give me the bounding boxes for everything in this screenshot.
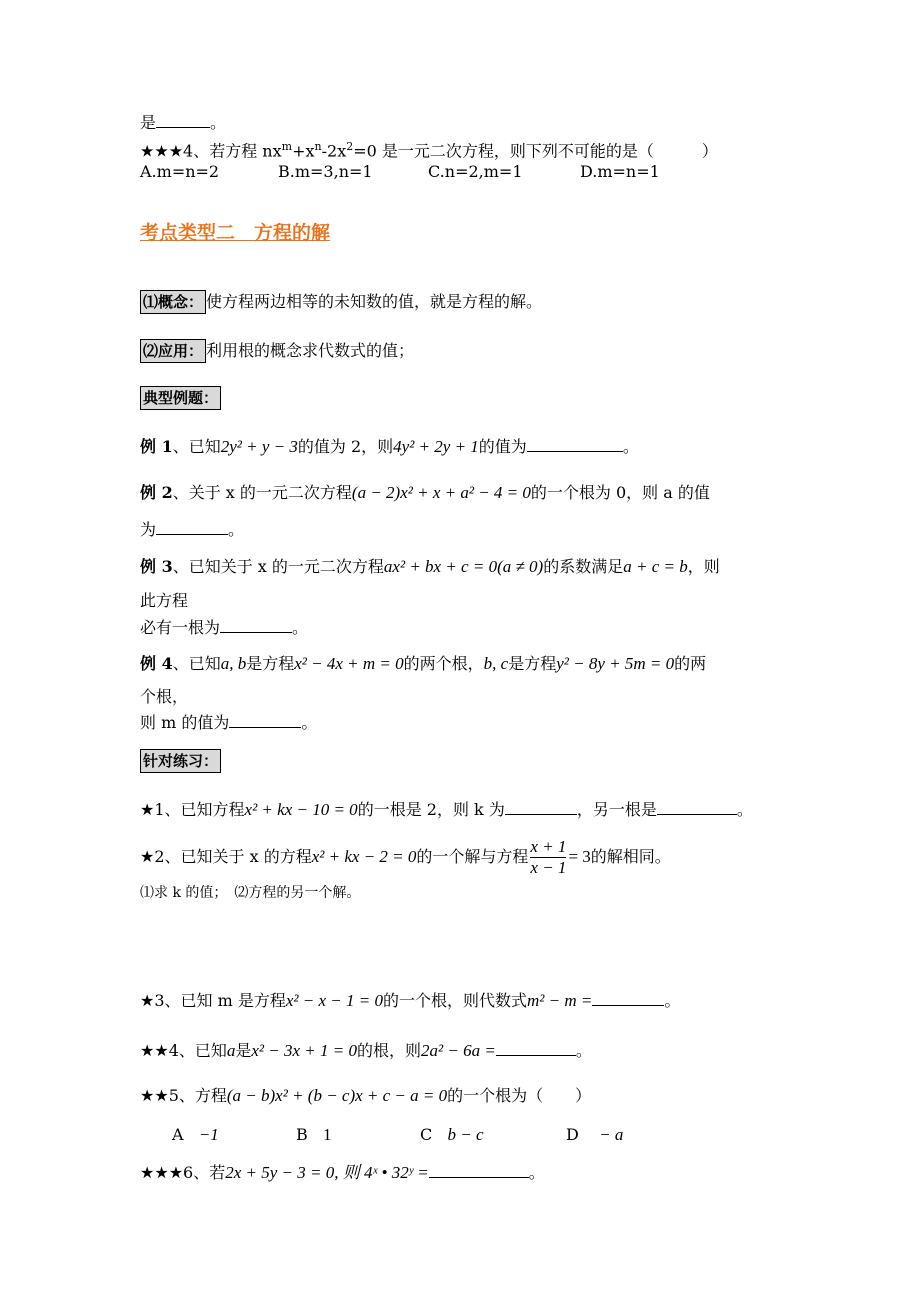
practice-text: 是 — [235, 1041, 252, 1060]
example-2-cont — [140, 519, 244, 541]
practice-6 — [140, 1162, 545, 1184]
example-text: 个根， — [140, 687, 189, 706]
example-2 — [140, 482, 710, 504]
example-label: 例 1 — [140, 437, 173, 456]
example-4-cont — [140, 686, 188, 708]
option-value: − a — [599, 1125, 624, 1144]
math-expression: 4y² + 2y + 1 — [393, 437, 479, 456]
math-expression: 2a² − 6a = — [421, 1041, 496, 1060]
answer-blank — [429, 1163, 529, 1178]
practice-text: 2、已知关于 x 的方程 — [154, 847, 312, 866]
practice-text: 5、方程 — [168, 1086, 227, 1105]
concept-line — [140, 290, 542, 314]
answer-blank — [657, 800, 737, 815]
example-text: 。 — [301, 713, 318, 732]
option-value: b − c — [447, 1125, 484, 1144]
math-expression: 2y² + y − 3 — [220, 437, 298, 456]
question-4-options — [140, 161, 660, 183]
example-text: 必有一根为 — [140, 618, 221, 637]
example-text: 。 — [622, 437, 639, 456]
examples-label: 典型例题： — [140, 386, 221, 410]
example-1 — [140, 436, 639, 458]
math-expression: (a − 2)x² + x + a² − 4 = 0 — [351, 483, 531, 502]
answer-blank — [496, 1041, 576, 1056]
practice-text: 的一个根，则代数式 — [382, 991, 527, 1010]
practice-text: 6、若 — [183, 1163, 226, 1182]
math-expression: = 3 — [568, 847, 591, 866]
line-text: 是 — [140, 113, 157, 132]
practice-5 — [140, 1085, 591, 1107]
examples-header — [140, 386, 221, 410]
example-text: 的值为 2，则 — [297, 437, 394, 456]
math-expression: ax² + bx + c = 0(a ≠ 0) — [383, 557, 544, 576]
math-expression: y² − 8y + 5m = 0 — [556, 654, 675, 673]
practice-text: 的根，则 — [357, 1041, 422, 1060]
practice-label: 针对练习： — [140, 749, 221, 773]
math-expression: x² − 3x + 1 = 0 — [251, 1041, 357, 1060]
difficulty-stars: ★ — [140, 847, 155, 866]
math-expression: b, c — [483, 654, 509, 673]
practice-2-sub — [140, 882, 360, 904]
section-heading: 考点类型二 方程的解 — [140, 222, 331, 244]
example-3 — [140, 556, 720, 578]
example-label: 例 4 — [140, 654, 173, 673]
option-a: A.m=n=2 — [140, 162, 220, 181]
question-4 — [140, 136, 718, 162]
math-expression: x² + kx − 10 = 0 — [244, 800, 358, 819]
practice-4 — [140, 1040, 592, 1062]
example-4-cont2 — [140, 712, 317, 734]
option-a — [172, 1124, 296, 1146]
application-line — [140, 339, 414, 363]
difficulty-stars: ★★★ — [140, 1163, 184, 1182]
math-expression: m² − m = — [527, 991, 593, 1010]
application-text: 利用根的概念求代数式的值； — [206, 341, 415, 360]
example-4 — [140, 653, 706, 675]
concept-text: 使方程两边相等的未知数的值，就是方程的解。 — [206, 292, 543, 311]
practice-text: 4、已知 — [168, 1041, 227, 1060]
exponent: m — [281, 140, 293, 153]
fraction-denominator: x − 1 — [530, 858, 567, 877]
question-text: 4、若方程 nx — [183, 141, 282, 161]
example-text: 的一个根为 0，则 a 的值 — [530, 483, 710, 502]
example-label: 例 2 — [140, 483, 173, 502]
question-text: =0 是一元二次方程，则下列不可能的是（ ） — [353, 141, 718, 161]
practice-text: 。 — [664, 991, 681, 1010]
option-d — [566, 1124, 623, 1146]
difficulty-stars: ★★ — [140, 1086, 169, 1105]
answer-blank — [229, 713, 301, 728]
option-d: D.m=n=1 — [580, 162, 660, 181]
answer-blank — [156, 520, 228, 535]
math-expression: x² + kx − 2 = 0 — [311, 847, 417, 866]
difficulty-stars: ★★★ — [140, 141, 184, 161]
example-text: 的两个根， — [403, 654, 484, 673]
fraction — [530, 837, 566, 878]
example-text: 、已知关于 x 的一元二次方程 — [172, 557, 384, 576]
practice-text: 。 — [736, 800, 753, 819]
answer-blank — [592, 991, 664, 1006]
difficulty-stars: ★ — [140, 800, 155, 819]
example-text: 则 m 的值为 — [140, 713, 230, 732]
example-text: 的系数满足 — [543, 557, 624, 576]
difficulty-stars: ★ — [140, 991, 155, 1010]
practice-text: 3、已知 m 是方程 — [154, 991, 286, 1010]
example-text: 此方程 — [140, 591, 189, 610]
option-value: −1 — [198, 1125, 219, 1144]
exponent: n — [314, 140, 322, 153]
practice-5-options — [172, 1124, 623, 1146]
example-text: 的值为 — [478, 437, 527, 456]
continuation-line — [140, 112, 226, 134]
practice-text: 的一个解与方程 — [416, 847, 529, 866]
concept-label: ⑴概念： — [140, 290, 206, 314]
example-text: 。 — [292, 618, 309, 637]
practice-header — [140, 749, 221, 773]
option-letter: B — [296, 1125, 308, 1144]
example-text: 是方程 — [246, 654, 295, 673]
fraction-numerator: x + 1 — [530, 837, 567, 856]
line-text: 。 — [210, 113, 227, 132]
question-text: +x — [292, 141, 315, 161]
difficulty-stars: ★★ — [140, 1041, 169, 1060]
example-text: ，则 — [687, 557, 720, 576]
option-c: C.n=2,m=1 — [428, 162, 523, 181]
practice-text: 的一根是 2，则 k 为 — [357, 800, 505, 819]
example-text: 、关于 x 的一元二次方程 — [172, 483, 352, 502]
practice-1 — [140, 799, 753, 821]
example-text: 的两 — [674, 654, 707, 673]
answer-blank — [527, 437, 623, 452]
option-value: 1 — [323, 1125, 332, 1144]
math-expression: 2x + 5y − 3 = 0, 则 4ˣ • 32ʸ = — [225, 1163, 429, 1182]
math-expression: x² − x − 1 = 0 — [285, 991, 383, 1010]
example-text: 是方程 — [508, 654, 557, 673]
option-b: B.m=3,n=1 — [278, 162, 373, 181]
answer-blank — [505, 800, 577, 815]
option-c — [420, 1124, 566, 1146]
practice-text: 的一个根为（ ） — [447, 1086, 592, 1105]
practice-text: ⑴求 k 的值； ⑵方程的另一个解。 — [140, 885, 361, 901]
practice-text: 的解相同。 — [590, 847, 671, 866]
example-3-cont2 — [140, 617, 308, 639]
math-expression: a + c = b — [623, 557, 688, 576]
math-expression: a — [226, 1041, 236, 1060]
practice-text: 。 — [575, 1041, 592, 1060]
example-3-cont — [140, 590, 188, 612]
question-text: -2x — [321, 141, 347, 161]
exponent: 2 — [346, 140, 354, 153]
option-b — [296, 1124, 420, 1146]
math-expression: (a − b)x² + (b − c)x + c − a = 0 — [226, 1086, 448, 1105]
practice-2 — [140, 835, 671, 879]
application-label: ⑵应用： — [140, 339, 206, 363]
option-letter: D — [566, 1125, 579, 1144]
practice-text: 。 — [528, 1163, 545, 1182]
example-text: 、已知 — [172, 437, 221, 456]
example-text: 为 — [140, 520, 157, 539]
practice-3 — [140, 990, 680, 1012]
practice-text: 1、已知方程 — [154, 800, 245, 819]
example-text: 、已知 — [172, 654, 221, 673]
example-label: 例 3 — [140, 557, 173, 576]
option-letter: A — [172, 1125, 184, 1144]
answer-blank — [220, 618, 292, 633]
option-letter: C — [420, 1125, 433, 1144]
example-text: 。 — [228, 520, 245, 539]
answer-blank — [156, 113, 210, 128]
math-expression: a, b — [220, 654, 247, 673]
practice-text: ，另一根是 — [576, 800, 657, 819]
math-expression: x² − 4x + m = 0 — [294, 654, 404, 673]
